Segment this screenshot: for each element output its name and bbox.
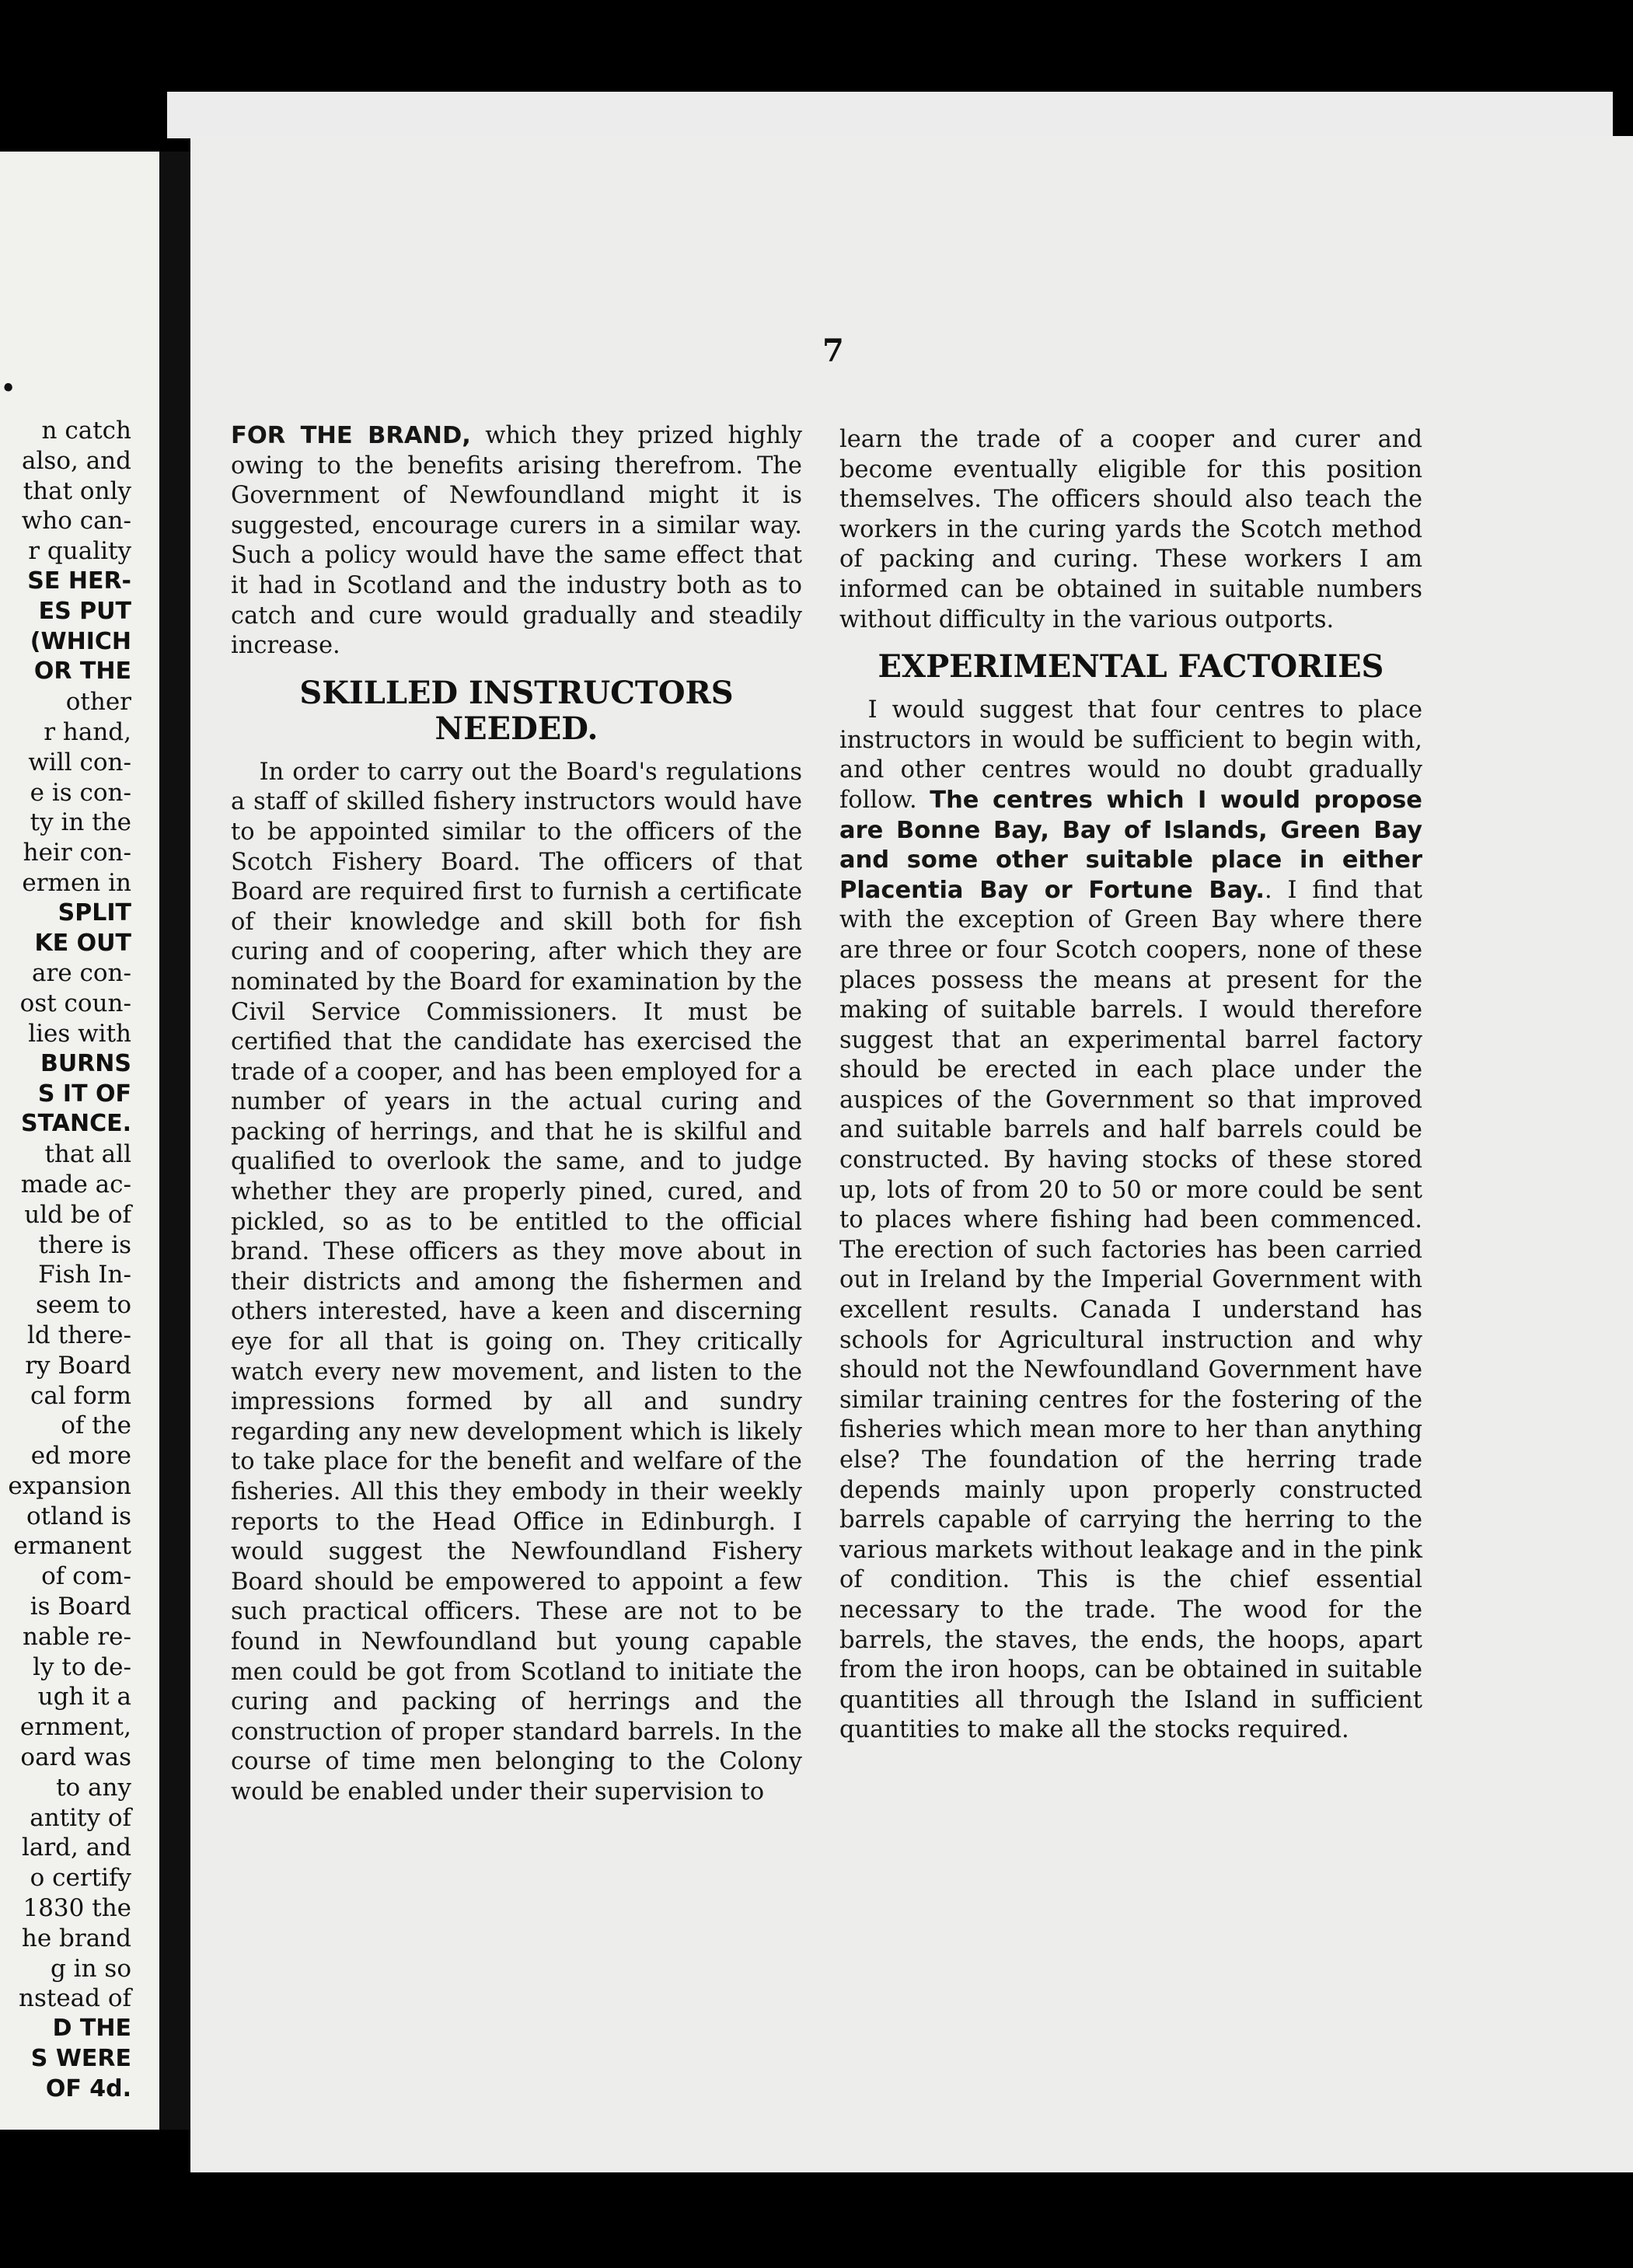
left-column — [231, 421, 802, 1808]
intro-text: which they prized highly owing to the benefits arising therefrom. The Government of Newfoundland might it is suggested, encourage curers in a similar way. Such a policy would have the same effect that it had in Scotland and the industry both as to catch and cure would gradually and steadily increase. — [231, 422, 803, 660]
fragment-line: OF 4d. — [45, 2074, 131, 2102]
fragment-line: (WHICH — [30, 627, 131, 655]
ink-dot: • — [0, 373, 17, 405]
fragment-line: cal form — [30, 1381, 131, 1410]
fragment-line: ed more — [30, 1442, 131, 1471]
page-top-edge — [167, 92, 1613, 138]
fragment-line: made ac- — [20, 1170, 131, 1199]
fragment-line: of com- — [41, 1562, 131, 1591]
fragment-line: lard, and — [21, 1834, 131, 1862]
fragment-line: ly to de- — [33, 1652, 131, 1681]
book-gutter — [159, 152, 190, 2130]
page-number: 7 — [822, 333, 844, 369]
fragment-line: who can- — [21, 507, 131, 536]
fragment-line: antity of — [30, 1803, 131, 1832]
fragment-line: expansion — [8, 1471, 131, 1500]
fragment-line: will con- — [28, 748, 131, 776]
fragment-line: o certify — [30, 1864, 131, 1893]
right-column-intro: learn the trade of a cooper and curer and become eventually eligible for this position themselves. The officers should also teach the workers in the curing yards the Scotch method of packing and curing. These workers I am informed can be obtained in suitable numbers without difficulty in the various outports. — [839, 426, 1422, 633]
fragment-line: is Board — [30, 1593, 131, 1621]
fragment-line: BURNS — [40, 1049, 131, 1077]
fragment-line: SPLIT — [58, 898, 131, 926]
fragment-line: 1830 the — [23, 1894, 131, 1923]
fragment-line: he brand — [21, 1924, 131, 1952]
fragment-line: lies with — [28, 1019, 131, 1048]
fragment-line: nstead of — [19, 1984, 131, 2013]
fragment-line: uld be of — [24, 1200, 131, 1229]
left-column-body: In order to carry out the Board's regulations a staff of skilled fishery instructors would have to be appointed similar to the officers of the Scotch Fishery Board. The officers of that Board are required first to furnish a certificate of their knowledge and skill both for fish curing and of coopering, after which they are nominated by the Board for examination by the Civil Service Commissioners. It must be certified that the candidate has exercised the trade of a cooper, and has been employed for a number of years in the actual curing and packing of herrings, and that he is skilful and qualified to overlook the same, and to judge whether they are properly pined, cured, and pickled, so as to be entitled to the official brand. These officers as they move about in their districts and among the fishermen and others interested, have a keen and discerning eye for all that is going on. They critically watch every new movement, and listen to the impressions formed by all and sundry regarding any new development which is likely to take place for the benefit and welfare of the fisheries. All this they embody in their weekly reports to the Head Office in Edinburgh. I would suggest the Newfoundland Fishery Board should be empowered to appoint a few such practical officers. These are not to be found in Newfoundland but young capable men could be got from Scotland to initiate the curing and packing of herrings and the construction of proper standard barrels. In the course of time men belonging to the Colony would be enabled under their supervision to — [231, 758, 802, 1806]
fragment-line: SE HER- — [27, 567, 131, 595]
fragment-line: ost coun- — [19, 989, 131, 1018]
brand-emphasis: FOR THE BRAND, — [231, 422, 471, 449]
section-heading-skilled-instructors: SKILLED INSTRUCTORS NEEDED. — [299, 674, 734, 747]
fragment-line: KE OUT — [34, 929, 131, 957]
previous-page-text — [8, 416, 131, 2105]
previous-page-fragment — [0, 152, 159, 2130]
fragment-line: nable re- — [22, 1622, 131, 1651]
fragment-line: heir con- — [23, 839, 131, 867]
fragment-line: r hand, — [44, 717, 131, 746]
fragment-line: also, and — [22, 446, 131, 475]
fragment-line: g in so — [50, 1954, 131, 1983]
fragment-line: seem to — [36, 1291, 131, 1320]
fragment-line: S WERE — [30, 2045, 131, 2073]
fragment-line: otland is — [26, 1502, 131, 1530]
fragment-line: are con- — [32, 959, 131, 988]
fragment-line: Fish In- — [38, 1261, 131, 1289]
fragment-line: OR THE — [33, 658, 131, 686]
fragment-line: ry Board — [25, 1351, 131, 1380]
fragment-line: there is — [38, 1230, 131, 1259]
fragment-line: STANCE. — [21, 1110, 131, 1138]
body-start: I would suggest that four centres to place instructors in would be sufficient to begin with, and other centres would no doubt gradually follow. — [839, 696, 1422, 814]
right-column — [839, 425, 1422, 1746]
fragment-line: ernment, — [19, 1713, 131, 1742]
fragment-line: other — [65, 688, 131, 717]
fragment-line: ermanent — [13, 1532, 131, 1561]
body-rest: . I find that with the exception of Green Bay where there are three or four Scotch coopers, none of these places possess the means at present for the making of suitable barrels. I would therefore suggest that an experimental barrel factory should be erected in each place under the auspices of the Government so that improved and suitable barrels and half barrels could be constructed. By having stocks of these stored up, lots of from 20 to 50 or more could be sent to places where fishing had been commenced. The erection of such factories has been carried out in Ireland by the Imperial Government with excellent results. Canada I understand has schools for Agricultural instruction and why should not the Newfoundland Government have similar training centres for the fostering of the fisheries which mean more to her than anything else? The foundation of the herring trade depends mainly upon properly constructed barrels capable of carrying the herring to the various markets without leakage and in the pink of condition. This is the chief essential necessary to the trade. The wood for the barrels, the staves, the ends, the hoops, apart from the iron hoops, can be obtained in suitable quantities all through the Island in sufficient quantities to make all the stocks required. — [839, 876, 1422, 1744]
fragment-line: of the — [61, 1411, 131, 1440]
fragment-line: ty in the — [30, 808, 131, 837]
fragment-line: oard was — [20, 1743, 131, 1772]
fragment-line: S IT OF — [37, 1080, 131, 1108]
fragment-line: that all — [44, 1140, 131, 1169]
fragment-line: ugh it a — [37, 1683, 131, 1711]
section-heading-experimental-factories: EXPERIMENTAL FACTORIES — [878, 648, 1384, 686]
fragment-line: r quality — [28, 537, 131, 566]
left-column-intro — [231, 421, 802, 661]
fragment-line: n catch — [41, 417, 131, 445]
fragment-line: ld there- — [26, 1321, 131, 1349]
fragment-line: e is con- — [30, 778, 131, 807]
fragment-line: ermen in — [22, 868, 131, 897]
fragment-line: that only — [23, 476, 131, 505]
proposed-centres-emphasis: The centres which I would propose are Bonne Bay, Bay of Islands, Green Bay and some other suitable place in either Placentia Bay or Fortune Bay. — [839, 786, 1422, 904]
fragment-line: D THE — [52, 2015, 131, 2043]
right-column-body — [839, 696, 1422, 1746]
fragment-line: ES PUT — [38, 597, 131, 625]
fragment-line: to any — [56, 1773, 131, 1802]
